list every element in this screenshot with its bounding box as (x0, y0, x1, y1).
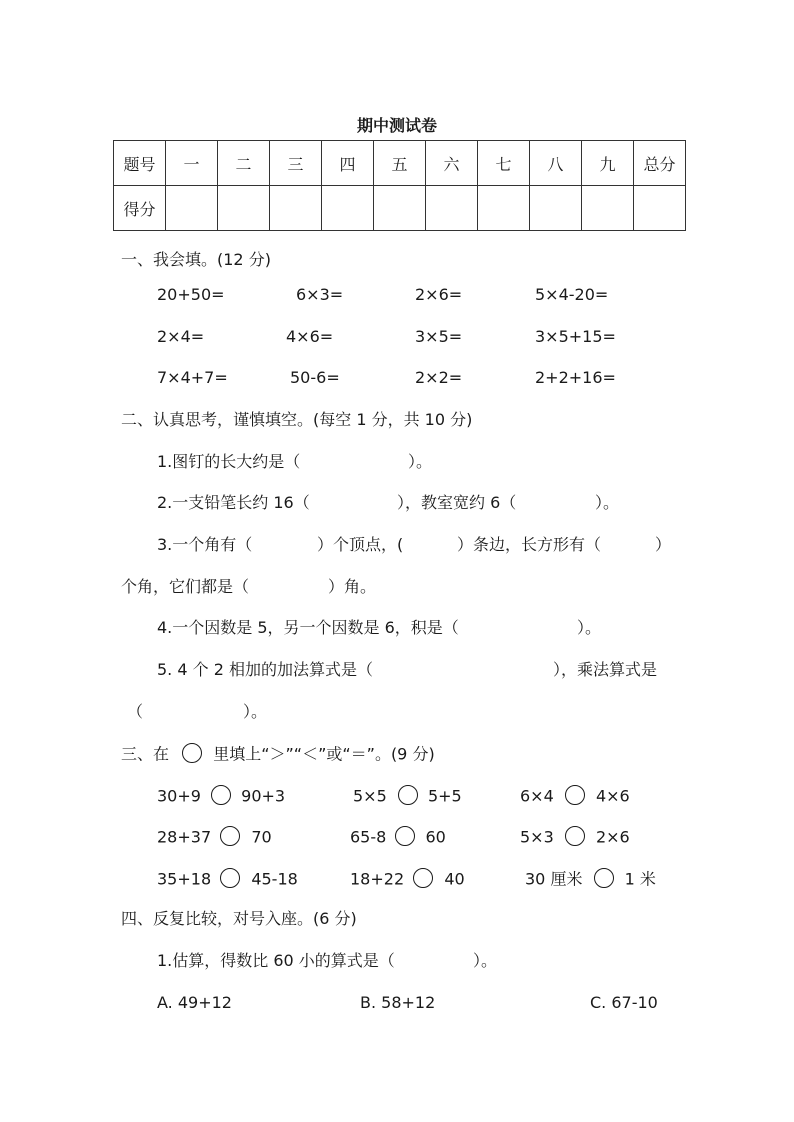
compare-right: 90+3 (241, 786, 286, 806)
score-table-header-row (114, 141, 686, 186)
compare-item (157, 828, 272, 848)
section-3-heading (121, 745, 435, 765)
score-table-header-cell: 二 (218, 141, 270, 186)
equation: 3×5= (415, 327, 463, 346)
compare-left: 28+37 (157, 827, 212, 847)
score-cell[interactable] (582, 186, 634, 231)
score-cell[interactable] (634, 186, 686, 231)
fill-question-4-end: ）。 (577, 618, 602, 637)
score-table-row-label: 得分 (114, 186, 166, 231)
fill-question-3-part: ） (655, 535, 672, 554)
compare-item (157, 787, 285, 807)
circle-icon (182, 743, 202, 763)
section-3-heading-start: 三、在 (121, 744, 170, 764)
fill-question-4: 4.一个因数是 5，另一个因数是 6，积是（ (157, 618, 459, 637)
equation: 2×4= (157, 327, 205, 346)
score-table-header-cell: 四 (322, 141, 374, 186)
score-cell[interactable] (426, 186, 478, 231)
compare-right: 5+5 (427, 786, 462, 806)
score-cell[interactable] (478, 186, 530, 231)
compare-circle-input[interactable] (211, 785, 231, 805)
section-2-heading: 二、认真思考，谨慎填空。(每空 1 分，共 10 分) (121, 410, 473, 429)
compare-circle-input[interactable] (594, 868, 614, 888)
score-cell[interactable] (530, 186, 582, 231)
score-table-header-cell: 三 (270, 141, 322, 186)
score-table-header-cell: 六 (426, 141, 478, 186)
choice-question-1: 1.估算，得数比 60 小的算式是（ (157, 951, 395, 970)
choice-option-c: C. 67-10 (590, 993, 658, 1012)
fill-question-2-end: ）。 (595, 493, 620, 512)
score-table-header-cell: 七 (478, 141, 530, 186)
compare-circle-input[interactable] (398, 785, 418, 805)
compare-item (350, 870, 465, 890)
equation: 2×6= (415, 285, 463, 304)
compare-right: 4×6 (595, 786, 630, 806)
fill-question-5: 5. 4 个 2 相加的加法算式是（ (157, 660, 373, 679)
compare-left: 35+18 (157, 869, 212, 889)
compare-left: 5×5 (353, 786, 387, 806)
fill-question-5-end: ）。 (243, 702, 268, 721)
compare-circle-input[interactable] (413, 868, 433, 888)
compare-item (520, 828, 630, 848)
compare-circle-input[interactable] (565, 785, 585, 805)
section-4-heading: 四、反复比较，对号入座。(6 分) (121, 909, 357, 928)
fill-question-2: 2.一支铅笔长约 16（ (157, 493, 310, 512)
equation: 50-6= (290, 368, 340, 387)
compare-right: 40 (444, 869, 465, 889)
choice-question-1-end: ）。 (473, 951, 498, 970)
compare-left: 18+22 (350, 869, 405, 889)
fill-question-3-part: ）条边，长方形有（ (457, 535, 602, 554)
compare-left: 30 厘米 (525, 869, 583, 889)
score-table-header-cell: 八 (530, 141, 582, 186)
compare-item (350, 828, 446, 848)
compare-circle-input[interactable] (220, 868, 240, 888)
section-1-heading: 一、我会填。(12 分) (121, 250, 271, 269)
compare-left: 30+9 (157, 786, 201, 806)
compare-circle-input[interactable] (565, 826, 585, 846)
fill-question-3: 3.一个角有（ (157, 535, 253, 554)
compare-left: 65-8 (350, 827, 387, 847)
score-table-header-cell: 五 (374, 141, 426, 186)
fill-question-1: 1.图钉的长大约是（ (157, 452, 301, 471)
fill-question-3-part: ）个顶点，( (317, 535, 404, 554)
score-cell[interactable] (166, 186, 218, 231)
compare-circle-input[interactable] (395, 826, 415, 846)
score-cell[interactable] (218, 186, 270, 231)
score-table-header-cell: 一 (166, 141, 218, 186)
choice-option-a: A. 49+12 (157, 993, 232, 1012)
compare-item (353, 787, 462, 807)
compare-right: 60 (425, 827, 446, 847)
compare-right: 1 米 (624, 869, 656, 889)
score-table (113, 140, 686, 231)
score-table-header-cell: 九 (582, 141, 634, 186)
equation: 3×5+15= (535, 327, 616, 346)
section-3-heading-end: 里填上“＞”“＜”或“＝”。(9 分) (213, 744, 435, 764)
fill-question-3-cont: 个角，它们都是（ (121, 577, 250, 596)
fill-question-5-cont: （ (127, 702, 144, 721)
compare-right: 45-18 (251, 869, 298, 889)
compare-left: 6×4 (520, 786, 554, 806)
compare-item (525, 870, 656, 890)
score-cell[interactable] (374, 186, 426, 231)
choice-option-b: B. 58+12 (360, 993, 436, 1012)
fill-question-5-mid: ），乘法算式是 (553, 660, 658, 679)
equation: 4×6= (286, 327, 334, 346)
equation: 2+2+16= (535, 368, 616, 387)
compare-right: 2×6 (595, 827, 630, 847)
equation: 6×3= (296, 285, 344, 304)
score-cell[interactable] (270, 186, 322, 231)
score-table-header-cell: 题号 (114, 141, 166, 186)
page-title: 期中测试卷 (356, 116, 437, 135)
compare-left: 5×3 (520, 827, 554, 847)
equation: 20+50= (157, 285, 225, 304)
score-cell[interactable] (322, 186, 374, 231)
score-table-header-cell: 总分 (634, 141, 686, 186)
compare-item (520, 787, 630, 807)
compare-circle-input[interactable] (220, 826, 240, 846)
fill-question-1-end: ）。 (408, 452, 433, 471)
compare-right: 70 (251, 827, 272, 847)
equation: 5×4-20= (535, 285, 609, 304)
score-table-score-row (114, 186, 686, 231)
fill-question-2-mid: ），教室宽约 6（ (397, 493, 517, 512)
equation: 2×2= (415, 368, 463, 387)
fill-question-3-end: ）角。 (328, 577, 377, 596)
equation: 7×4+7= (157, 368, 228, 387)
compare-item (157, 870, 298, 890)
